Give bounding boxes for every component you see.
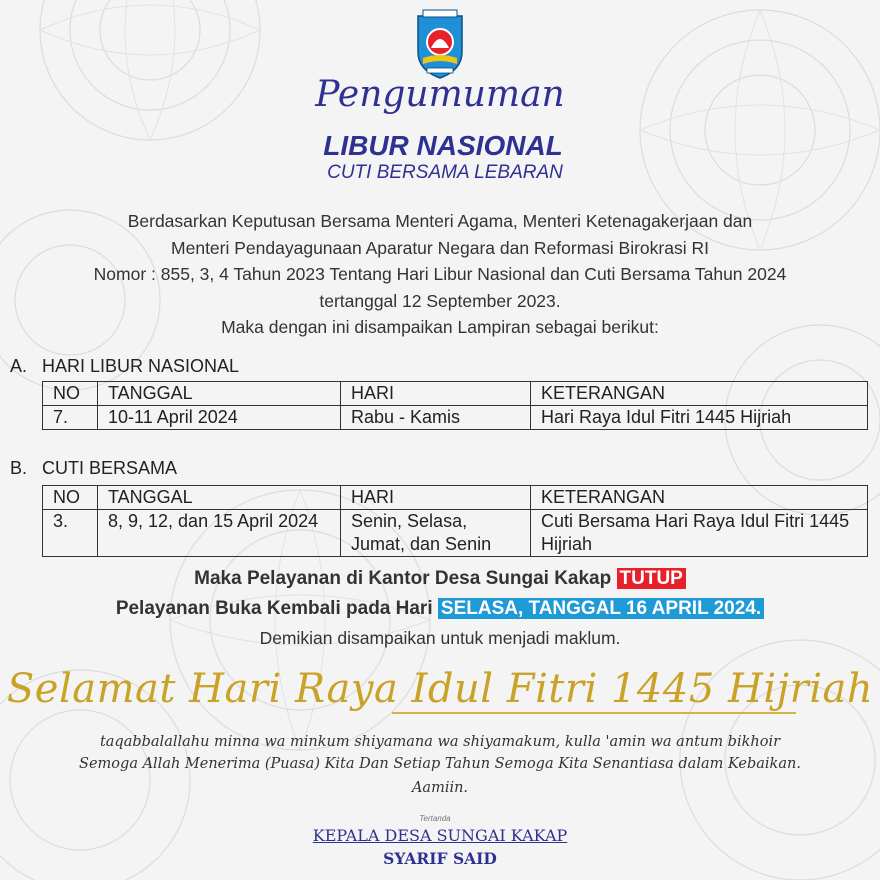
header-no: NO (43, 382, 98, 406)
greeting-title: Selamat Hari Raya Idul Fitri 1445 Hijriah (6, 666, 874, 712)
kabupaten-emblem-icon (413, 8, 467, 80)
cell-tanggal: 8, 9, 12, dan 15 April 2024 (98, 510, 341, 557)
header-tanggal: TANGGAL (98, 486, 341, 510)
cell-no: 7. (43, 406, 98, 430)
section-b-heading (10, 458, 177, 479)
cell-tanggal: 10-11 April 2024 (98, 406, 341, 430)
table-hari-libur (42, 381, 868, 430)
subtitle-cuti-bersama: CUTI BERSAMA LEBARAN (327, 162, 563, 183)
closed-badge: TUTUP (617, 568, 686, 589)
header-no: NO (43, 486, 98, 510)
signature-title: KEPALA DESA SUNGAI KAKAP (312, 826, 568, 845)
header-tanggal: TANGGAL (98, 382, 341, 406)
reopen-date-badge: SELASA, TANGGAL 16 APRIL 2024. (438, 598, 764, 619)
section-title: CUTI BERSAMA (42, 458, 178, 478)
table-header-row (43, 382, 868, 406)
table-row (43, 406, 868, 430)
intro-line: tertanggal 12 September 2023. (319, 290, 561, 311)
cell-keterangan: Hari Raya Idul Fitri 1445 Hijriah (531, 406, 868, 430)
signature-name: SYARIF SAID (383, 849, 497, 868)
header-hari: HARI (341, 382, 531, 406)
header-hari: HARI (341, 486, 531, 510)
header-keterangan: KETERANGAN (531, 486, 868, 510)
notice-closed (0, 568, 880, 590)
doa-line-1: taqabbalallahu minna wa minkum shiyamana wa shiyamakum, kulla 'amin wa antum bikhoir (99, 734, 781, 750)
intro-paragraph (0, 208, 880, 341)
doa-line-2: Semoga Allah Menerima (Puasa) Kita Dan Setiap Tahun Semoga Kita Senantiasa dalam Kebaikan. (79, 756, 801, 772)
doa-line-3: Aamiin. (411, 780, 469, 796)
title-pengumuman: Pengumuman (315, 74, 565, 115)
notice-reopen (0, 598, 880, 620)
section-a-heading (10, 356, 239, 377)
signature-label: Tertanda (419, 814, 451, 823)
table-cuti-bersama (42, 485, 868, 557)
table-header-row (43, 486, 868, 510)
greeting-underline (392, 712, 796, 714)
section-letter: B. (10, 458, 28, 478)
cell-hari: Rabu - Kamis (341, 406, 531, 430)
cell-hari: Senin, Selasa, Jumat, dan Senin (341, 510, 531, 557)
notice-closed-text: Maka Pelayanan di Kantor Desa Sungai Kakap (194, 568, 617, 589)
intro-line: Menteri Pendayagunaan Aparatur Negara dan Reformasi Birokrasi RI (171, 237, 709, 258)
table-row (43, 510, 868, 557)
title-libur-nasional: LIBUR NASIONAL (323, 130, 563, 161)
cell-no: 3. (43, 510, 98, 557)
notice-reopen-text: Pelayanan Buka Kembali pada Hari (115, 598, 438, 619)
intro-line: Nomor : 855, 3, 4 Tahun 2023 Tentang Hari Libur Nasional dan Cuti Bersama Tahun 2024 (93, 264, 787, 284)
closing-statement: Demikian disampaikan untuk menjadi maklum. (259, 628, 621, 648)
cell-keterangan: Cuti Bersama Hari Raya Idul Fitri 1445 Hijriah (531, 510, 868, 557)
intro-line: Maka dengan ini disampaikan Lampiran sebagai berikut: (221, 317, 659, 337)
header-keterangan: KETERANGAN (531, 382, 868, 406)
section-title: HARI LIBUR NASIONAL (42, 356, 240, 376)
intro-line: Berdasarkan Keputusan Bersama Menteri Agama, Menteri Ketenagakerjaan dan (127, 211, 753, 231)
section-letter: A. (10, 356, 28, 376)
